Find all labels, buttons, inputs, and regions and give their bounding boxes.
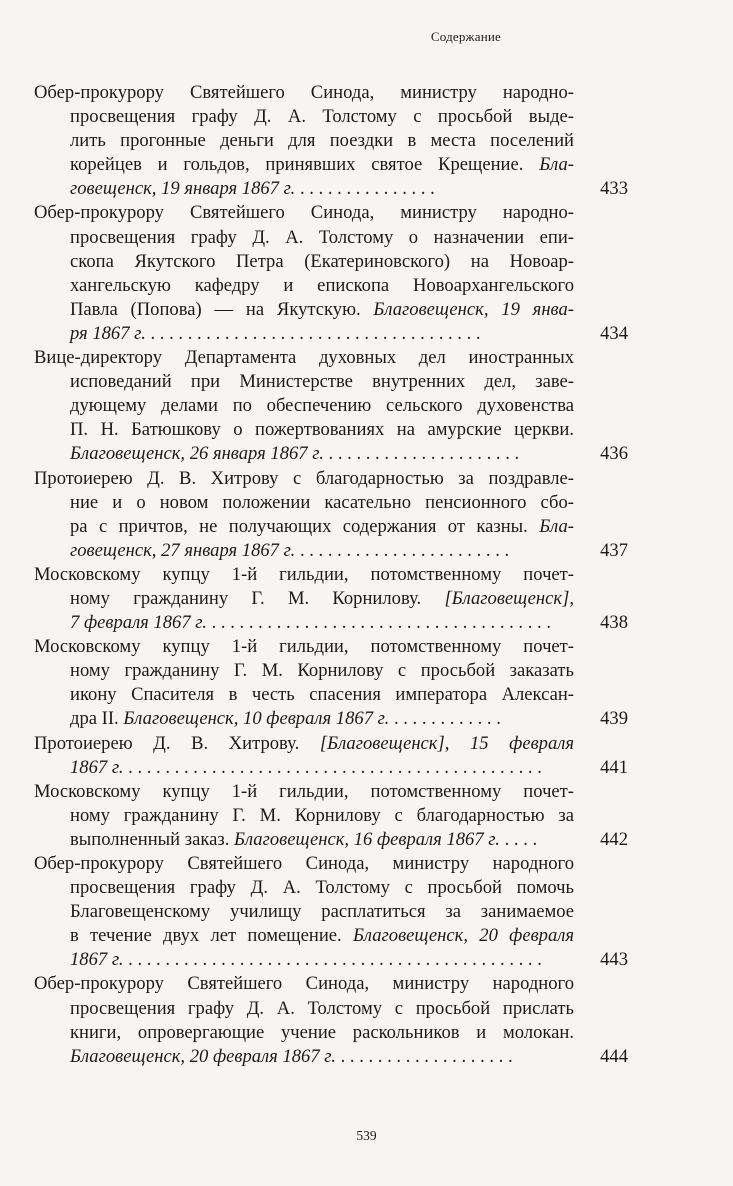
- toc-entry-text: ному гражданину Г. М. Корнилову с благодарностью за: [70, 804, 574, 826]
- toc-entry-text: 7 февраля 1867 г.: [70, 612, 207, 634]
- toc-entry-text: книги, опровергающие учение раскольников и молокан.: [70, 1021, 574, 1043]
- toc-entry-text: [Благовещенск], 15 февраля: [319, 732, 574, 754]
- toc-entry-text: Благовещенскому училищу расплатиться за занимаемое: [70, 901, 574, 923]
- toc-entry-page: 439: [600, 708, 628, 730]
- toc-entry-text: лить прогонные деньги для поездки в места поселений: [70, 130, 574, 152]
- table-of-contents: [34, 81, 628, 1069]
- running-title: Содержание: [430, 29, 501, 44]
- toc-entry-title: [34, 346, 574, 466]
- toc-entry[interactable]: [34, 635, 628, 731]
- toc-entry-text: просвещения графу Д. А. Толстому с просьбой прислать: [70, 997, 574, 1019]
- toc-entry-text: ра с причтов, не получающих содержания от казны.: [70, 515, 528, 537]
- toc-entry-text: Обер-прокурору Святейшего Синода, министру народного: [34, 853, 574, 874]
- toc-entry-text: Вице-директору Департамента духовных дел иностранных: [34, 347, 574, 369]
- leader-dots: . . . . . . . . . . . . . . . . . . . . . . .: [299, 539, 510, 561]
- toc-entry-text: ному гражданину Г. М. Корнилову с просьбой заказать: [70, 660, 574, 682]
- toc-entry-page: 433: [600, 178, 628, 200]
- toc-entry-text: Обер-прокурору Святейшего Синода, министру народно-: [34, 202, 574, 224]
- toc-entry-page: 443: [600, 949, 628, 971]
- toc-entry-title: [34, 732, 574, 780]
- toc-entry[interactable]: [34, 852, 628, 972]
- toc-entry-text: Благовещенск, 20 февраля 1867 г.: [70, 1045, 336, 1067]
- toc-entry-text: П. Н. Батюшкову о пожертвованиях на амурские церкви.: [70, 419, 574, 441]
- toc-entry-text: [361, 299, 374, 320]
- toc-entry-page: 437: [600, 539, 628, 561]
- leader-dots: . . . . . . . . . . . . . . . . . . . . . . . . . . . . . . . . . . . . .: [211, 612, 551, 634]
- toc-entry-text: Благовещенск, 19 янва-: [373, 298, 574, 320]
- toc-entry-text: [342, 925, 353, 946]
- leader-dots: . . . . . . . . . . . . . . . . . . . . . . . . . . . . . . . . . . . .: [150, 322, 481, 344]
- toc-entry[interactable]: [34, 201, 628, 346]
- toc-entry-text: ние и о новом положении касательно пенсионного сбо-: [70, 491, 574, 513]
- leader-dots: . . . . . . . . . . . . . . .: [299, 178, 435, 200]
- toc-entry-text: Протоиерею Д. В. Хитрову.: [34, 732, 320, 754]
- toc-entry-text: Бла-: [539, 515, 574, 537]
- toc-entry-text: дра II.: [70, 708, 124, 730]
- toc-entry-text: Бла-: [539, 154, 574, 176]
- leader-dots: . . . . . . . . . . . . . . . . . . . . . . . . . . . . . . . . . . . . . . . . . . . . .: [128, 949, 542, 971]
- toc-entry-title: [34, 563, 574, 635]
- toc-entry-page: 438: [600, 612, 628, 634]
- toc-entry-text: Павла (Попова) — на Якутскую.: [70, 298, 361, 320]
- leader-dots: . . . . . . . . . . . .: [393, 708, 501, 730]
- toc-entry[interactable]: [34, 780, 628, 852]
- toc-entry-text: Московскому купцу 1-й гильдии, потомственному почет-: [34, 780, 574, 802]
- toc-entry-text: скопа Якутского Петра (Екатериновского) на Новоар-: [70, 250, 574, 272]
- toc-entry-text: [523, 154, 539, 175]
- toc-entry-text: икону Спасителя в честь спасения императора Алексан-: [70, 684, 574, 706]
- leader-dots: . . . .: [504, 828, 538, 850]
- page-number: 539: [356, 1128, 377, 1143]
- toc-entry-text: Московскому купцу 1-й гильдии, потомственному почет-: [34, 563, 574, 585]
- toc-entry-text: ному гражданину Г. М. Корнилову.: [70, 587, 422, 609]
- leader-dots: . . . . . . . . . . . . . . . . . . .: [340, 1045, 513, 1067]
- toc-entry-text: дующему делами по обеспечению сельского духовенства: [70, 395, 574, 417]
- toc-entry-text: Московскому купцу 1-й гильдии, потомственному почет-: [34, 636, 574, 658]
- toc-entry-page: 442: [600, 828, 628, 850]
- toc-entry-text: [528, 516, 539, 537]
- toc-entry-page: 444: [600, 1045, 628, 1067]
- leader-dots: . . . . . . . . . . . . . . . . . . . . .: [328, 443, 520, 465]
- toc-entry-title: [34, 852, 574, 972]
- toc-entry-page: 441: [600, 756, 628, 778]
- toc-entry-text: говещенск, 27 января 1867 г.: [70, 539, 296, 561]
- toc-entry-text: просвещения графу Д. А. Толстому с просьбой выде-: [70, 106, 574, 128]
- toc-entry[interactable]: [34, 972, 628, 1068]
- toc-entry-text: Благовещенск, 26 января 1867 г.: [70, 443, 324, 465]
- toc-entry[interactable]: [34, 81, 628, 201]
- toc-entry-text: Протоиерею Д. В. Хитрову с благодарностью за поздравле-: [34, 467, 574, 489]
- toc-entry-text: в течение двух лет помещение.: [70, 925, 342, 947]
- toc-entry-title: [34, 467, 574, 563]
- toc-entry-text: Благовещенск, 20 февраля: [352, 925, 574, 947]
- toc-entry-text: Обер-прокурору Святейшего Синода, министру народно-: [34, 82, 574, 103]
- toc-entry-text: 1867 г.: [70, 756, 124, 778]
- toc-entry-text: говещенск, 19 января 1867 г.: [70, 178, 296, 200]
- toc-entry-page: 434: [600, 322, 628, 344]
- toc-entry-title: [34, 780, 574, 852]
- toc-entry-text: Благовещенск, 16 февраля 1867 г.: [234, 828, 500, 850]
- toc-entry-text: [421, 588, 444, 609]
- toc-entry-text: ря 1867 г.: [70, 322, 146, 344]
- toc-entry-text: [Благовещенск],: [444, 587, 574, 609]
- toc-entry-text: корейцев и гольдов, принявших святое Крещение.: [70, 154, 524, 176]
- toc-entry-text: просвещения графу Д. А. Толстому с просьбой помочь: [70, 877, 574, 899]
- toc-entry[interactable]: [34, 732, 628, 780]
- toc-entry-text: Благовещенск, 10 февраля 1867 г.: [123, 708, 390, 730]
- toc-entry-title: [34, 201, 574, 346]
- toc-entry-text: выполненный заказ.: [70, 828, 234, 850]
- toc-entry[interactable]: [34, 563, 628, 635]
- toc-entry-title: [34, 972, 574, 1068]
- toc-entry[interactable]: [34, 346, 628, 466]
- toc-entry-text: Обер-прокурору Святейшего Синода, министру народного: [34, 973, 574, 995]
- toc-entry-page: 436: [600, 443, 628, 465]
- leader-dots: . . . . . . . . . . . . . . . . . . . . . . . . . . . . . . . . . . . . . . . . . . . . .: [128, 756, 542, 778]
- toc-entry-text: исповеданий при Министерстве внутренних дел, заве-: [70, 371, 574, 393]
- toc-entry-text: просвещения графу Д. А. Толстому о назначении епи-: [70, 226, 574, 248]
- toc-entry-title: [34, 81, 574, 201]
- toc-entry[interactable]: [34, 467, 628, 563]
- toc-entry-title: [34, 635, 574, 731]
- toc-entry-text: хангельскую кафедру и епископа Новоархангельского: [70, 274, 574, 296]
- toc-entry-text: 1867 г.: [70, 949, 124, 971]
